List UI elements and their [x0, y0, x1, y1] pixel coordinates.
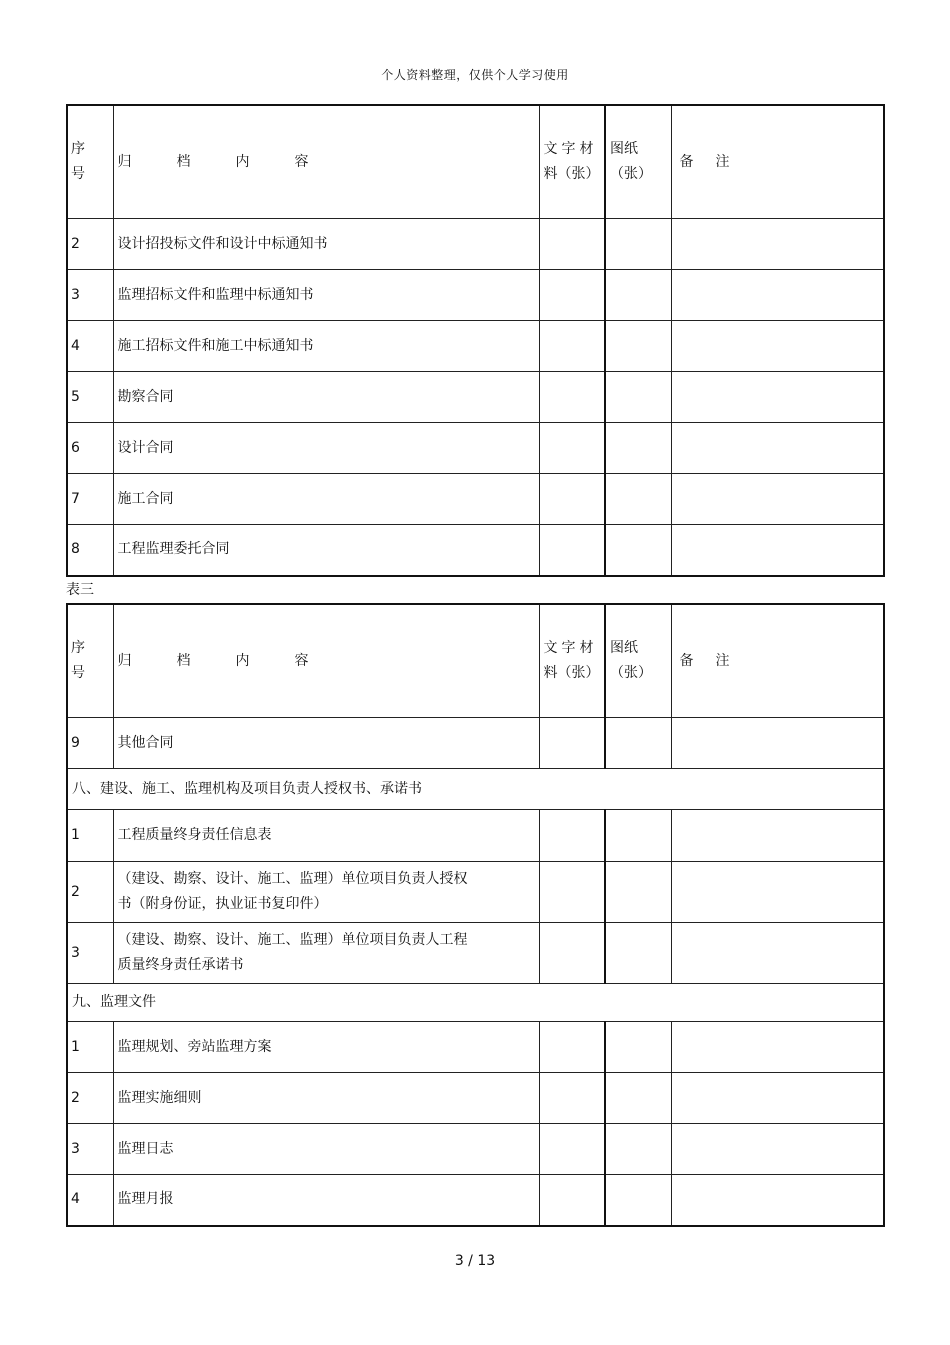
row-remark	[671, 474, 884, 525]
row-text-material	[539, 270, 605, 321]
section-title-9: 九、监理文件	[67, 984, 884, 1022]
row-no: 2	[67, 219, 113, 270]
row-content-line1: （建设、勘察、设计、施工、监理）单位项目负责人授权	[117, 871, 468, 887]
row-content: 其他合同	[113, 718, 539, 769]
row-text-material	[539, 1073, 605, 1124]
row-drawings	[605, 1175, 671, 1226]
table-row	[67, 810, 884, 862]
header-remark-char: 备	[679, 652, 694, 669]
header-content-char: 归	[117, 652, 132, 669]
row-drawings	[605, 1073, 671, 1124]
row-remark	[671, 321, 884, 372]
row-remark	[671, 525, 884, 576]
row-content: 监理规划、旁站监理方案	[113, 1022, 539, 1073]
table-row	[67, 270, 884, 321]
row-no: 9	[67, 718, 113, 769]
row-text-material	[539, 810, 605, 862]
row-drawings	[605, 321, 671, 372]
table-row	[67, 1022, 884, 1073]
header-content-char: 内	[235, 652, 250, 669]
header-text-material-line1: 文字材	[543, 640, 598, 656]
table-row	[67, 1124, 884, 1175]
row-drawings	[605, 1022, 671, 1073]
table-row	[67, 1073, 884, 1124]
row-content	[113, 810, 539, 862]
row-content: 工程监理委托合同	[113, 525, 539, 576]
section-row	[67, 769, 884, 810]
row-content: 设计招投标文件和设计中标通知书	[113, 219, 539, 270]
page-number: 3 / 13	[454, 1253, 496, 1269]
row-content: 设计合同	[113, 423, 539, 474]
row-drawings	[605, 1124, 671, 1175]
row-content: 施工合同	[113, 474, 539, 525]
row-no: 5	[67, 372, 113, 423]
row-content-line2: 质量终身责任承诺书	[117, 957, 244, 973]
row-remark	[671, 423, 884, 474]
row-remark	[671, 219, 884, 270]
row-remark	[671, 923, 884, 984]
row-content: 监理实施细则	[113, 1073, 539, 1124]
header-remark-char: 备	[679, 153, 694, 170]
row-no: 4	[67, 321, 113, 372]
row-remark	[671, 718, 884, 769]
row-drawings	[605, 372, 671, 423]
row-text-material	[539, 1124, 605, 1175]
row-text-material	[539, 372, 605, 423]
row-no: 3	[67, 1124, 113, 1175]
header-drawings-line2: （张）	[610, 665, 652, 681]
row-remark	[671, 1175, 884, 1226]
table-row	[67, 219, 884, 270]
table-row	[67, 862, 884, 923]
table-row	[67, 423, 884, 474]
row-drawings	[605, 270, 671, 321]
header-content-char: 容	[294, 153, 309, 170]
row-text-material	[539, 923, 605, 984]
row-no: 2	[67, 1073, 113, 1124]
row-text-material	[539, 321, 605, 372]
row-drawings	[605, 923, 671, 984]
row-text-material	[539, 423, 605, 474]
row-drawings	[605, 219, 671, 270]
row-no: 6	[67, 423, 113, 474]
header-drawings-line2: （张）	[610, 166, 652, 182]
header-remark	[671, 105, 884, 219]
archive-table-2	[66, 603, 885, 1227]
row-text-material	[539, 718, 605, 769]
row-no: 1	[67, 1022, 113, 1073]
row-drawings	[605, 525, 671, 576]
header-no-label: 序号	[71, 640, 85, 681]
table-row	[67, 718, 884, 769]
row-drawings	[605, 718, 671, 769]
header-text-material-line2: 料（张）	[543, 665, 600, 681]
row-drawings	[605, 474, 671, 525]
header-drawings-line1: 图纸	[610, 141, 638, 157]
row-text-material	[539, 1175, 605, 1226]
archive-table-1	[66, 104, 885, 577]
header-no	[67, 105, 113, 219]
row-remark	[671, 810, 884, 862]
table-row	[67, 923, 884, 984]
row-content: 勘察合同	[113, 372, 539, 423]
row-no: 8	[67, 525, 113, 576]
header-no	[67, 604, 113, 718]
header-drawings	[605, 105, 671, 219]
row-remark	[671, 1022, 884, 1073]
header-remark-char: 注	[715, 652, 730, 669]
row-drawings	[605, 862, 671, 923]
table-row	[67, 321, 884, 372]
table-caption: 表三	[66, 582, 94, 598]
header-drawings	[605, 604, 671, 718]
row-drawings	[605, 810, 671, 862]
header-content-char: 档	[176, 153, 191, 170]
header-remark-char: 注	[715, 153, 730, 170]
row-content: 监理日志	[113, 1124, 539, 1175]
row-no: 3	[67, 270, 113, 321]
table-row	[67, 1175, 884, 1226]
row-no: 2	[67, 862, 113, 923]
row-no: 7	[67, 474, 113, 525]
header-text-material	[539, 105, 605, 219]
header-remark	[671, 604, 884, 718]
row-content-line1: 工程质量终身责任信息表	[117, 827, 272, 843]
header-content-char: 内	[235, 153, 250, 170]
row-text-material	[539, 525, 605, 576]
row-remark	[671, 862, 884, 923]
header-text-material	[539, 604, 605, 718]
table-row	[67, 525, 884, 576]
row-remark	[671, 372, 884, 423]
row-no: 4	[67, 1175, 113, 1226]
row-content: 监理招标文件和监理中标通知书	[113, 270, 539, 321]
section-title-8: 八、建设、施工、监理机构及项目负责人授权书、承诺书	[67, 769, 884, 810]
table-header-row	[67, 105, 884, 219]
header-content	[113, 604, 539, 718]
header-drawings-line1: 图纸	[610, 640, 638, 656]
row-content	[113, 923, 539, 984]
row-remark	[671, 1124, 884, 1175]
section-row	[67, 984, 884, 1022]
header-text-material-line2: 料（张）	[543, 166, 600, 182]
row-text-material	[539, 474, 605, 525]
table-row	[67, 372, 884, 423]
row-content-line2: 书（附身份证，执业证书复印件）	[117, 896, 328, 912]
row-remark	[671, 270, 884, 321]
row-no: 3	[67, 923, 113, 984]
row-drawings	[605, 423, 671, 474]
page-header: 个人资料整理，仅供个人学习使用	[381, 68, 569, 82]
header-text-material-line1: 文字材	[543, 141, 598, 157]
row-content-line1: （建设、勘察、设计、施工、监理）单位项目负责人工程	[117, 932, 468, 948]
header-content-char: 档	[176, 652, 191, 669]
row-content: 施工招标文件和施工中标通知书	[113, 321, 539, 372]
header-content-char: 归	[117, 153, 132, 170]
header-content	[113, 105, 539, 219]
row-text-material	[539, 862, 605, 923]
row-content	[113, 862, 539, 923]
header-content-char: 容	[294, 652, 309, 669]
row-text-material	[539, 1022, 605, 1073]
row-text-material	[539, 219, 605, 270]
table-row	[67, 474, 884, 525]
table-header-row	[67, 604, 884, 718]
row-no: 1	[67, 810, 113, 862]
header-no-label: 序号	[71, 141, 85, 182]
row-remark	[671, 1073, 884, 1124]
row-content: 监理月报	[113, 1175, 539, 1226]
